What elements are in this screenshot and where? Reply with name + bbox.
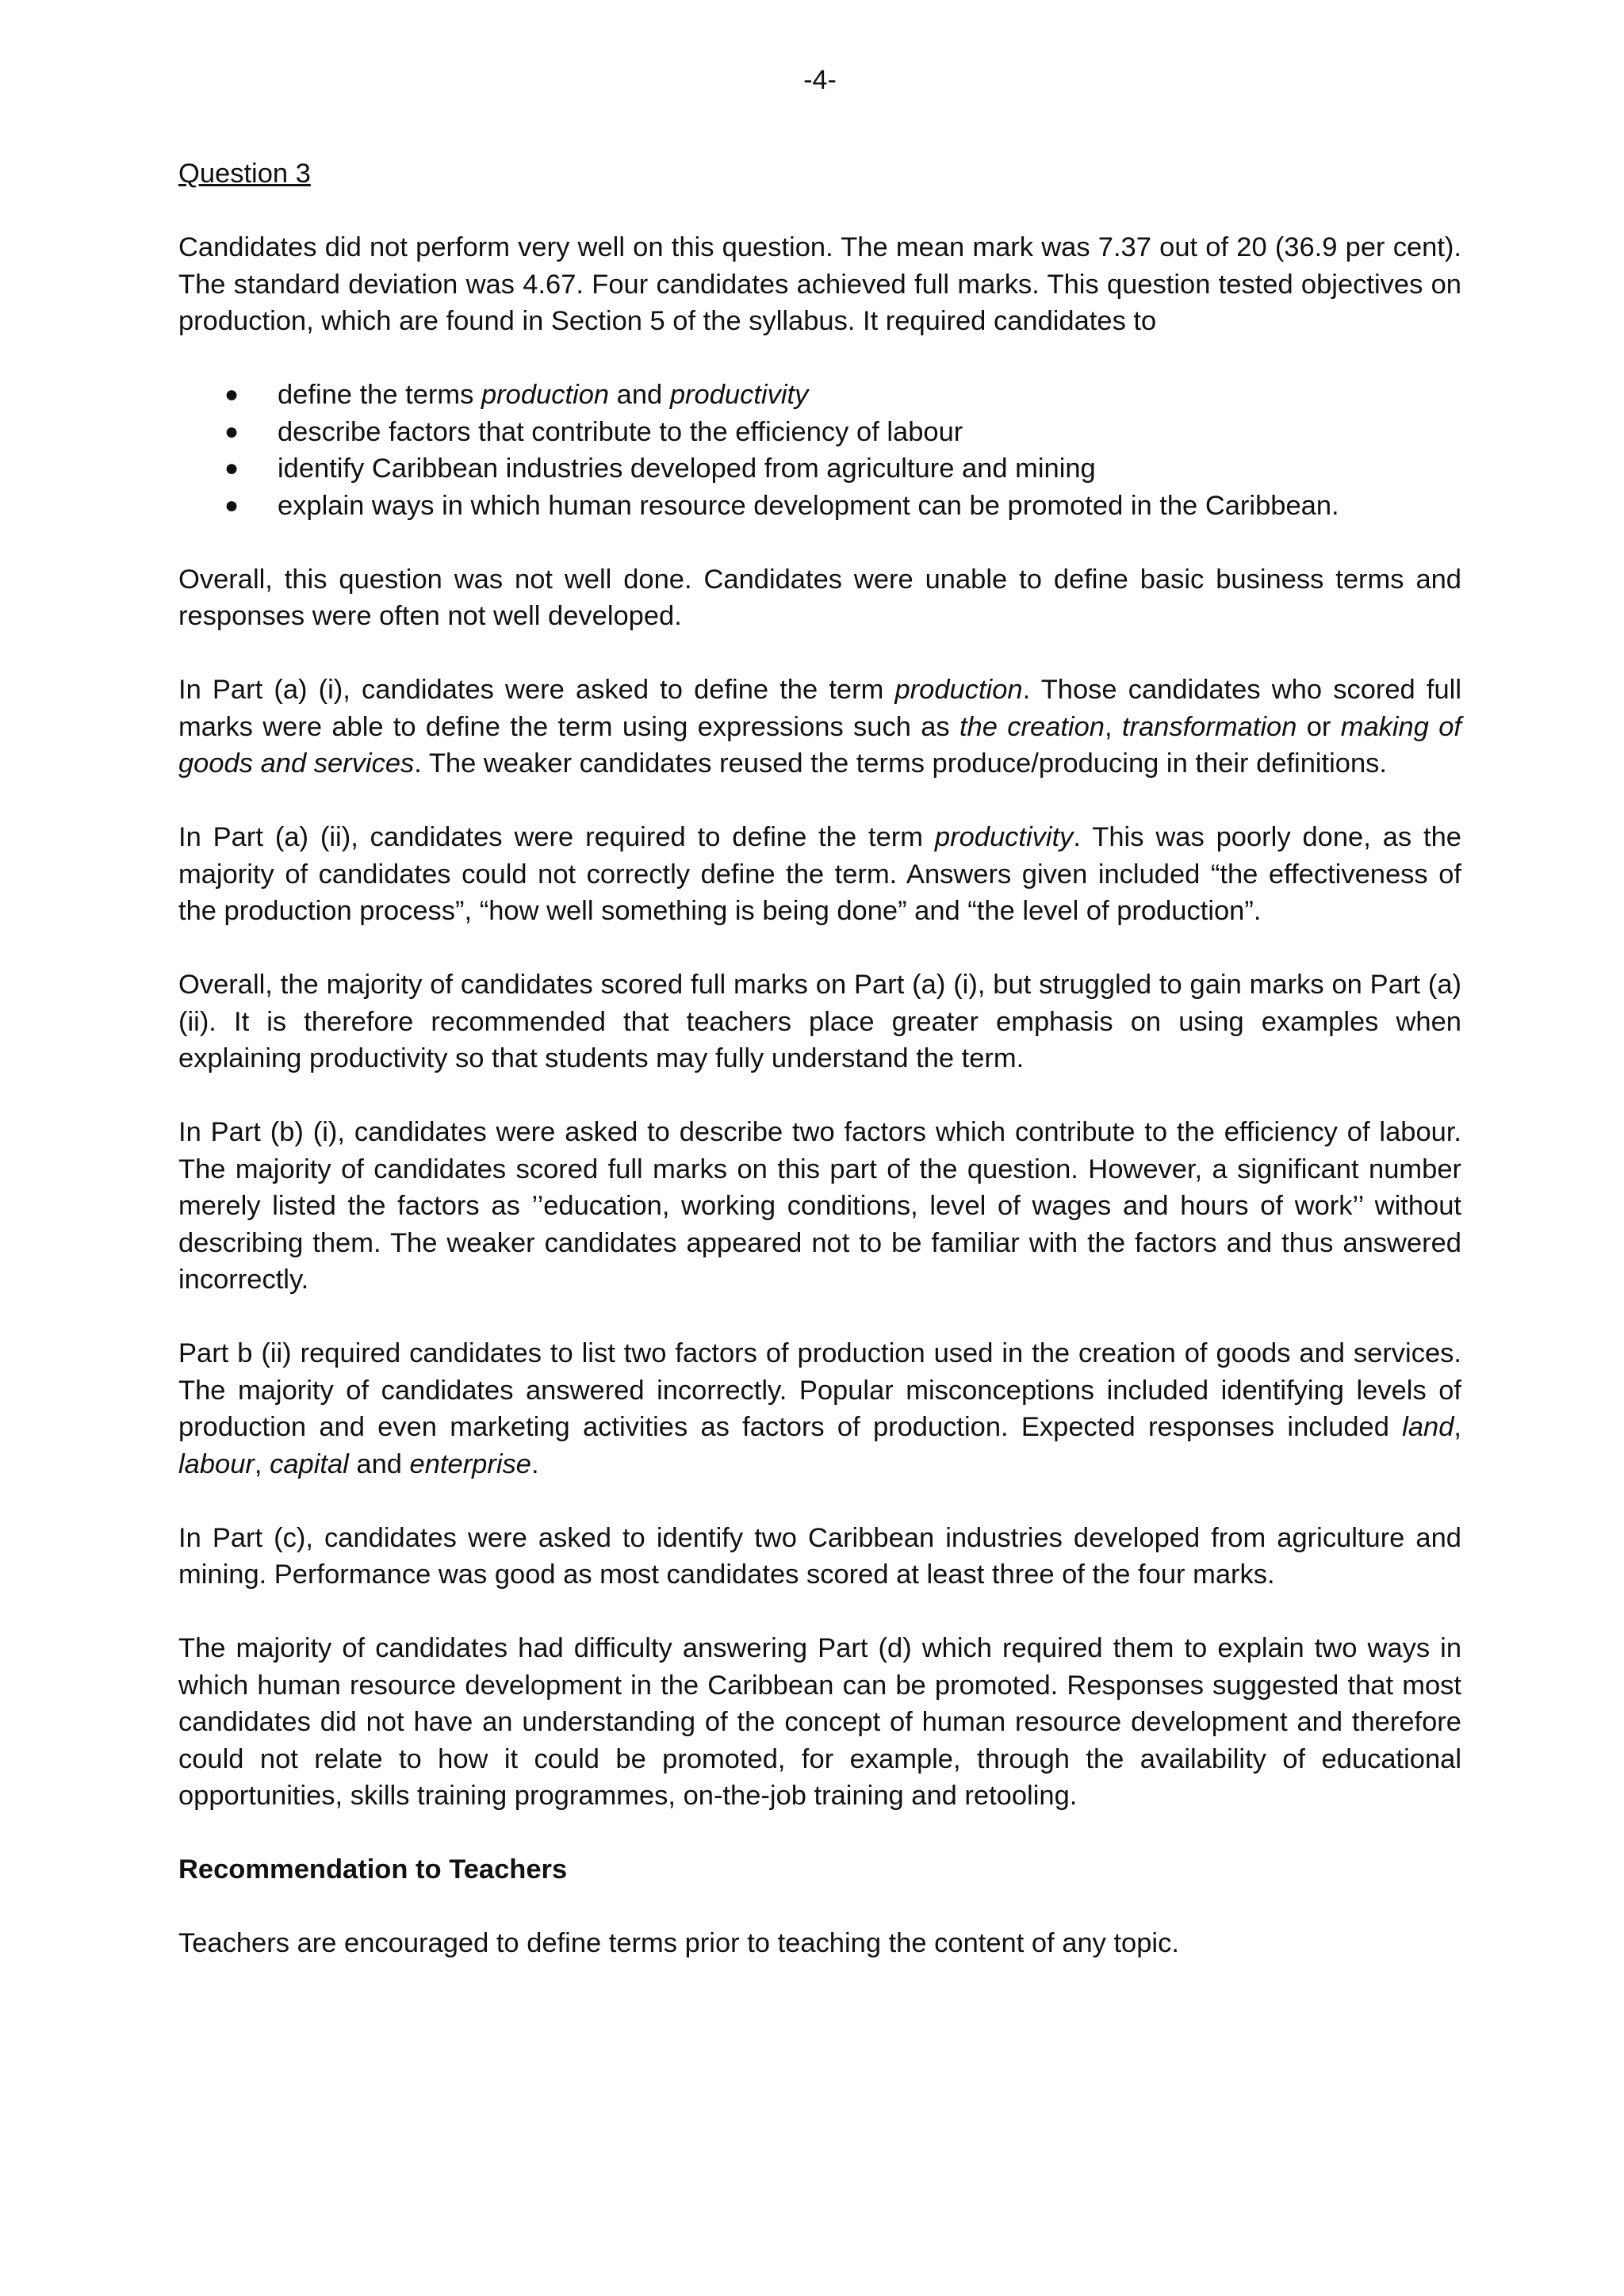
objectives-list bbox=[178, 377, 1461, 524]
list-item: ● define the terms production and productivity bbox=[178, 377, 1461, 414]
page-number: -4- bbox=[803, 65, 837, 95]
bullet-icon: ● bbox=[224, 381, 239, 408]
part-c-paragraph: In Part (c), candidates were asked to identify two Caribbean industries developed from agriculture and mining. Performance was good as most candidates scored at least three of the four marks. bbox=[178, 1522, 1461, 1590]
part-d-paragraph: The majority of candidates had difficulty answering Part (d) which required them to explain two ways in which human resource development in the Caribbean can be promoted. Responses suggested that most candidates did not have an understanding of the concept of human resource development and therefore could not relate to how it could be promoted, for example, through the availability of educational opportunities, skills training programmes, on-the-job training and retooling. bbox=[178, 1633, 1461, 1811]
recommendation-paragraph: Teachers are encouraged to define terms prior to teaching the content of any topic. bbox=[178, 1928, 1179, 1958]
recommendation-heading: Recommendation to Teachers bbox=[178, 1854, 568, 1885]
list-item: ● explain ways in which human resource development can be promoted in the Caribbean. bbox=[178, 488, 1461, 525]
part-a-ii-paragraph: In Part (a) (ii), candidates were required to define the term productivity. This was poorly done, as the majority of candidates could not correctly define the term. Answers given included “the effectiveness of the production process”, “how well something is being done” and “the level of production”. bbox=[178, 822, 1461, 926]
part-b-i-paragraph: In Part (b) (i), candidates were asked to describe two factors which contribute to the efficiency of labour. The majority of candidates scored full marks on this part of the question. However, a significant number merely listed the factors as ’’education, working conditions, level of wages and hours of work’’ without describing them. The weaker candidates appeared not to be familiar with the factors and thus answered incorrectly. bbox=[178, 1117, 1461, 1295]
list-item: ● describe factors that contribute to the efficiency of labour bbox=[178, 414, 1461, 451]
bullet-icon: ● bbox=[224, 455, 239, 481]
part-a-i-paragraph: In Part (a) (i), candidates were asked to define the term production. Those candidates who scored full marks were able to define the term using expressions such as the creation, transformation or making of goods and services. The weaker candidates reused the terms produce/producing in their definitions. bbox=[178, 675, 1462, 779]
bullet-icon: ● bbox=[224, 492, 239, 519]
overall-paragraph-2: Overall, the majority of candidates scored full marks on Part (a) (i), but struggled to gain marks on Part (a) (ii). It is therefore recommended that teachers place greater emphasis on using examples when explaining productivity so that students may fully understand the term. bbox=[178, 970, 1461, 1073]
list-item: ● identify Caribbean industries developed from agriculture and mining bbox=[178, 450, 1461, 488]
intro-paragraph: Candidates did not perform very well on this question. The mean mark was 7.37 out of 20 (36.9 per cent). The standard deviation was 4.67. Four candidates achieved full marks. This question tested objectives on production, which are found in Section 5 of the syllabus. It required candidates to bbox=[178, 232, 1461, 336]
part-b-ii-paragraph: Part b (ii) required candidates to list two factors of production used in the creation of goods and services. The majority of candidates answered incorrectly. Popular misconceptions included identifying levels of production and even marketing activities as factors of production. Expected responses included land, labour, capital and enterprise. bbox=[178, 1338, 1461, 1479]
question-heading: Question 3 bbox=[178, 159, 311, 189]
document-body bbox=[178, 155, 1461, 1999]
bullet-icon: ● bbox=[224, 418, 239, 445]
overall-paragraph-1: Overall, this question was not well done. Candidates were unable to define basic business terms and responses were often not well developed. bbox=[178, 564, 1461, 631]
